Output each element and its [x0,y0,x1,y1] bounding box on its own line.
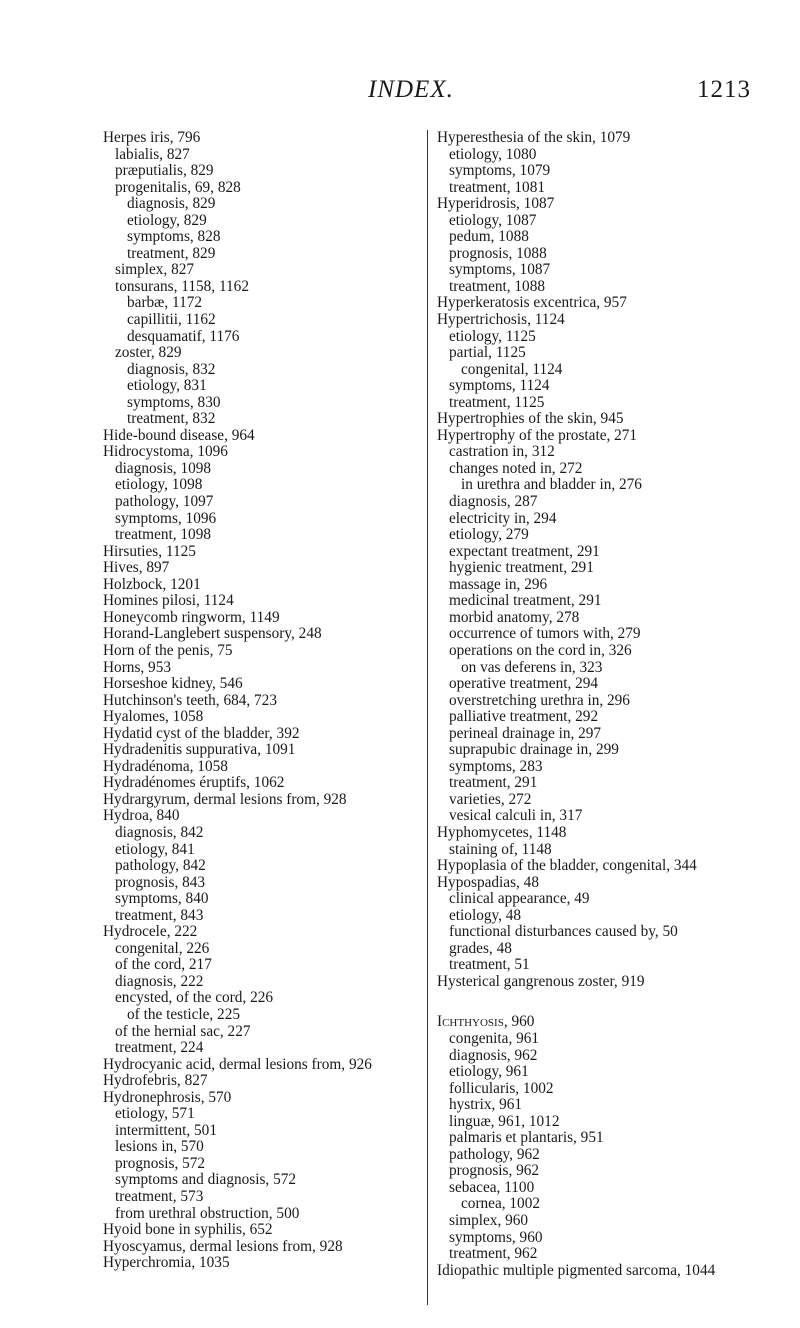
index-entry: Hydradenitis suppurativa, 1091 [103,741,296,759]
page-header [0,0,800,110]
index-subentry: congenital, 1124 [461,360,563,378]
index-entry: Hyalomes, 1058 [103,708,204,726]
index-subentry: grades, 48 [449,939,512,957]
index-subentry: etiology, 48 [449,906,522,924]
index-subentry: cornea, 1002 [461,1195,541,1213]
index-column-left [103,130,473,1272]
section-gap [437,990,800,1014]
index-entry: Hide-bound disease, 964 [103,426,255,444]
index-subentry: etiology, 841 [115,840,195,858]
index-subentry: symptoms and diagnosis, 572 [115,1171,297,1189]
index-entry: Homines pilosi, 1124 [103,592,234,610]
index-subentry: symptoms, 1124 [449,377,550,395]
index-subentry: partial, 1125 [449,344,526,362]
index-entry: Hydrofebris, 827 [103,1072,208,1090]
index-subentry: treatment, 224 [115,1039,204,1057]
index-subentry: of the hernial sac, 227 [115,1022,251,1040]
index-entry: Hydradénomes éruptifs, 1062 [103,774,285,792]
index-subentry: vesical calculi in, 317 [449,807,583,825]
index-subentry: diagnosis, 842 [115,823,204,841]
index-subentry: etiology, 829 [127,211,207,229]
index-subentry: progenitalis, 69, 828 [115,178,241,196]
index-subentry: treatment, 51 [449,956,530,974]
index-subentry: encysted, of the cord, 226 [115,989,274,1007]
index-entry: Horn of the penis, 75 [103,641,233,659]
index-subentry: castration in, 312 [449,443,555,461]
index-entry: Hysterical gangrenous zoster, 919 [437,972,645,990]
index-subentry: symptoms, 1096 [115,509,217,527]
index-subentry: prognosis, 962 [449,1162,540,1180]
index-subentry: etiology, 1125 [449,327,536,345]
index-subentry: prognosis, 843 [115,873,206,891]
index-entry: Hypoplasia of the bladder, congenital, 344 [437,857,697,875]
index-subentry: simplex, 960 [449,1212,529,1229]
index-subentry: congenital, 226 [115,939,210,957]
index-subentry: hystrix, 961 [449,1096,523,1114]
index-subentry: treatment, 1088 [449,277,546,295]
index-subentry: treatment, 1098 [115,526,212,544]
index-entry: Hydroa, 840 [103,807,180,825]
index-entry: Hirsuties, 1125 [103,542,196,560]
index-entry: Holzbock, 1201 [103,575,201,593]
index-subentry: treatment, 1081 [449,178,546,196]
index-subentry: from urethral obstruction, 500 [115,1204,300,1222]
index-subentry: diagnosis, 222 [115,972,204,990]
index-subentry: intermittent, 501 [115,1121,217,1139]
index-entry: Horseshoe kidney, 546 [103,675,243,693]
index-entry: Hypertrophies of the skin, 945 [437,410,624,428]
index-subentry: functional disturbances caused by, 50 [449,923,678,941]
index-subentry: operative treatment, 294 [449,675,599,693]
index-subentry: symptoms, 840 [115,890,209,908]
index-subentry: operations on the cord in, 326 [449,641,632,659]
index-subentry: staining of, 1148 [449,840,552,858]
index-subentry: simplex, 827 [115,261,195,279]
index-subentry: diagnosis, 287 [449,493,538,511]
index-entry: Horns, 953 [103,658,171,676]
index-subentry: treatment, 843 [115,906,204,924]
index-subentry: treatment, 291 [449,774,538,792]
index-subentry: of the testicle, 225 [127,1005,240,1023]
index-subentry: massage in, 296 [449,575,548,593]
index-subentry: overstretching urethra in, 296 [449,691,630,709]
index-entry: Hyperidrosis, 1087 [437,195,555,213]
index-subentry: etiology, 961 [449,1063,529,1081]
index-entry: Hypospadias, 48 [437,873,539,891]
index-subentry: sebacea, 1100 [449,1178,535,1196]
index-entry: Hydrocyanic acid, dermal lesions from, 926 [103,1055,372,1073]
index-entry: Herpes iris, 796 [103,129,201,146]
index-entry: Hives, 897 [103,559,170,577]
index-subentry: treatment, 832 [127,410,216,428]
index-entry: Hypertrophy of the prostate, 271 [437,426,638,444]
index-subentry: suprapubic drainage in, 299 [449,741,619,759]
index-subentry: treatment, 573 [115,1188,204,1205]
index-subentry: barbæ, 1172 [127,294,203,312]
index-subentry: palliative treatment, 292 [449,708,599,726]
index-subentry: diagnosis, 1098 [115,459,212,477]
index-entry: Hydatid cyst of the bladder, 392 [103,724,300,742]
index-subentry: etiology, 1087 [449,211,537,229]
index-subentry: morbid anatomy, 278 [449,608,580,626]
index-subentry: treatment, 962 [449,1245,538,1263]
index-entry: Hyperkeratosis excentrica, 957 [437,294,627,312]
index-subentry: pathology, 962 [449,1145,540,1163]
index-subentry: treatment, 1125 [449,393,545,411]
index-subentry: symptoms, 1087 [449,261,551,279]
index-entry: Hidrocystoma, 1096 [103,443,228,461]
index-subentry: of the cord, 217 [115,956,212,974]
index-subentry: tonsurans, 1158, 1162 [115,277,249,295]
index-subentry: pedum, 1088 [449,228,529,246]
index-subentry: follicularis, 1002 [449,1079,554,1097]
index-subentry: zoster, 829 [115,344,182,362]
page-title: INDEX. [368,76,454,103]
index-subentry: medicinal treatment, 291 [449,592,602,610]
index-subentry: etiology, 831 [127,377,207,395]
index-subentry: præputialis, 829 [115,162,214,180]
index-subentry: etiology, 571 [115,1105,195,1123]
index-entry: Hyphomycetes, 1148 [437,823,567,841]
index-subentry: congenita, 961 [449,1029,540,1047]
index-entry: Honeycomb ringworm, 1149 [103,608,280,626]
index-entry: Hydronephrosis, 570 [103,1088,232,1106]
index-subentry: etiology, 1098 [115,476,203,494]
index-subentry: diagnosis, 962 [449,1046,538,1064]
index-subentry: occurrence of tumors with, 279 [449,625,641,643]
page-number: 1213 [697,76,751,103]
index-entry: Hydrargyrum, dermal lesions from, 928 [103,790,347,808]
index-subentry: perineal drainage in, 297 [449,724,602,742]
index-entry: Hypertrichosis, 1124 [437,311,565,329]
index-subentry: desquamatif, 1176 [127,327,240,345]
index-subentry: labialis, 827 [115,145,190,163]
index-subentry: palmaris et plantaris, 951 [449,1129,604,1147]
index-subentry: symptoms, 960 [449,1228,543,1246]
index-entry: Hyperchromia, 1035 [103,1254,230,1272]
index-subentry: prognosis, 572 [115,1154,206,1172]
index-entry: Idiopathic multiple pigmented sarcoma, 1044 [437,1261,716,1279]
index-subentry: varieties, 272 [449,790,532,808]
index-subentry: on vas deferens in, 323 [461,658,603,676]
index-entry: Horand-Langlebert suspensory, 248 [103,625,322,643]
index-entry: Ichthyosis, 960 [437,1013,535,1031]
index-subentry: symptoms, 283 [449,757,543,775]
index-subentry: hygienic treatment, 291 [449,559,594,577]
index-subentry: in urethra and bladder in, 276 [461,476,642,494]
index-subentry: pathology, 1097 [115,493,214,511]
index-subentry: lesions in, 570 [115,1138,204,1156]
index-subentry: treatment, 829 [127,244,216,262]
index-column-right [427,130,800,1305]
index-entry: Hyperesthesia of the skin, 1079 [437,129,631,146]
index-subentry: diagnosis, 829 [127,195,216,213]
index-entry: Hydradénoma, 1058 [103,757,228,775]
index-entry: Hutchinson's teeth, 684, 723 [103,691,277,709]
index-entry: Hyoscyamus, dermal lesions from, 928 [103,1237,343,1255]
index-subentry: electricity in, 294 [449,509,557,527]
index-subentry: symptoms, 830 [127,393,221,411]
index-subentry: changes noted in, 272 [449,459,583,477]
index-subentry: expectant treatment, 291 [449,542,600,560]
index-subentry: symptoms, 1079 [449,162,551,180]
index-subentry: etiology, 1080 [449,145,537,163]
index-subentry: capillitii, 1162 [127,311,216,329]
index-subentry: pathology, 842 [115,857,206,875]
index-subentry: clinical appearance, 49 [449,890,590,908]
index-subentry: linguæ, 961, 1012 [449,1112,560,1130]
index-entry: Hydrocele, 222 [103,923,198,941]
index-subentry: symptoms, 828 [127,228,221,246]
index-subentry: diagnosis, 832 [127,360,216,378]
index-subentry: etiology, 279 [449,526,529,544]
index-subentry: prognosis, 1088 [449,244,547,262]
index-entry: Hyoid bone in syphilis, 652 [103,1221,273,1239]
